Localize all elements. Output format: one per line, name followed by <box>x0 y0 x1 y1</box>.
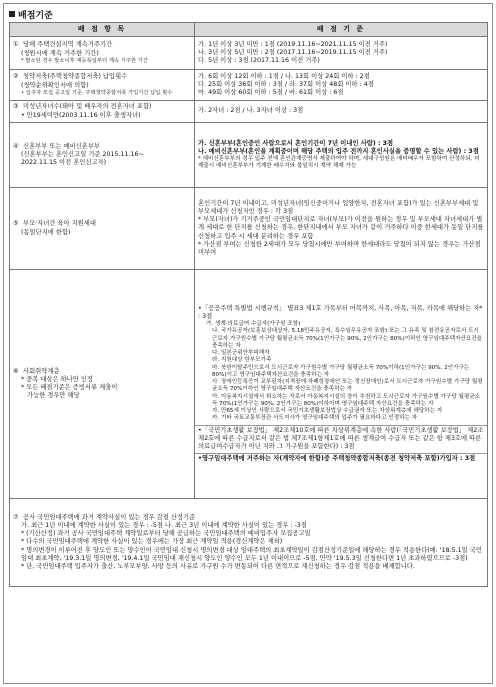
criteria-list-item: 마. 북한이탈주민으로서 도시근로자 가구원수별 가구당 월평균소득 70%이하(1인가구는 90%, 2인가구는 80%)이고 영구임대주택자산요건을 충족하는 자 <box>212 364 470 378</box>
criteria-tail-text: •영구임대주택에 거주하는 자(계약자에 한함)중 주택청약종합저축(종전 청약저축 포함)가입자 : 3점 <box>198 455 476 463</box>
header-criteria: 배 점 기 준 <box>195 23 488 37</box>
criteria-list-item: 사. 장애인등록증이 교부된자(지적장애·자폐성장애인 또는 정신장애인)로서 도시근로자 가구원수별 가구당 월평균소득 70%이하인 영구임대주택 자산요건을 충족하는 자 <box>212 379 483 393</box>
item-line: • 만19세미만(2003.11.16 이후 출생자녀) <box>21 111 141 119</box>
criteria-list-item: 다. 일본군위안부피해자 <box>212 350 270 357</box>
table-row <box>10 123 488 188</box>
criteria-line: * 가산점 부여는 신청한 2세대가 모두 당첨시에만 부여하며 한세대라도 당첨이 되지 않는 경우는 가산점 미부여 <box>198 240 481 256</box>
item-line: (신혼부부는 혼인신고일 기준 2015.11.16~ <box>21 150 144 158</box>
row-criteria <box>195 70 488 101</box>
criteria-line: * 부모(자녀)가 기거주중인 국민임대단지로 자녀(부모)가 이전을 원하는 경우 및 부모세대 자녀세대가 별개 세대로 한 단지를 신청하는 경우, 한단지내에서 부모 자녀가 같이 거주하다 이중 한세대가 동일 단지를 신청하고 입주 시 세대 분리하는 경우 포함 <box>198 216 484 240</box>
item-note: 가능한 경우만 해당 <box>27 392 80 400</box>
criteria-line: * 단, 국민임대주택 입주자가 출산, 노부모부양, 사망 등의 사유로 가구원 수가 변동되어 다른 면적으로 재신청하는 경우 감점 적용을 배제합니다. <box>21 562 415 570</box>
item-line: (동일단지에 한함) <box>21 228 71 236</box>
criteria-line: 가. 최근 1년 이내에 계약한 사실이 있는 경우 : -5점 나. 최근 3년 이내에 계약한 사실이 있는 경우 : -3점 <box>21 522 307 530</box>
item-note: * 중복 대상은 하나만 인정 <box>21 375 93 383</box>
criteria-line: 가. 6회 이상 12회 이하 : 1점 / 나. 13회 이상 24회 이하 : 2점 <box>198 72 370 80</box>
item-note: * 모든 배점기준은 증빙서류 제출이 <box>21 384 118 391</box>
section-title-text: 배점기준 <box>18 11 53 21</box>
criteria-line: 나. 3년 이상 5년 미만 : 2점 (2017.11.16~2019.11.15 이전 거주) <box>198 48 388 56</box>
item-line: 공사 국민임대주택에 과거 계약사실이 있는 경우 감점 산정기준 <box>23 513 196 521</box>
item-note: * 말소된 경우 말소이후 재등록일부터 계속 거주한 기간 <box>21 57 149 64</box>
square-bullet-icon <box>9 11 15 17</box>
scoring-table <box>9 22 488 587</box>
row-item <box>10 37 195 70</box>
row-number: ⑦ <box>13 513 19 521</box>
row-item <box>10 101 195 123</box>
criteria-line: 마. 49회 이상 60회 이하 : 5점 / 바. 61회 이상 : 6점 <box>198 89 344 97</box>
row-number: ② <box>13 73 19 81</box>
criteria-line: 다. 25회 이상 36회 이하 : 3점 / 라. 37회 이상 48회 이하 : 4점 <box>198 80 374 88</box>
item-line: 신혼부부 또는 예비신혼부부 <box>23 142 100 150</box>
criteria-box <box>195 425 487 452</box>
item-line: 당해 주택건설지역 계속거주기간 <box>23 41 113 49</box>
row-item <box>10 188 195 270</box>
table-row <box>10 188 488 270</box>
criteria-line: 나. 예비신혼부부(혼인을 계획중이며 해당 주택의 입주 전까지 혼인사실을 증명할 수 있는 사람) : 3점 <box>198 147 479 155</box>
criteria-sub: 가. 생계·의료급여 수급자(가구원 포함) <box>206 320 301 327</box>
criteria-note: * 예비신혼부부의 경우 입주 전에 혼인관계증명서 제출하여야 하며, 세대구성원은 예비배우자 포함하여 산정하되, 미제출시 예비신혼부부가 기재한 배우자와 불일치시 계약 해제 가능 <box>198 155 480 170</box>
criteria-list <box>198 328 484 422</box>
criteria-list-item: 자. 만65세 이상인 사람으로서 국민기초생활보장법상 수급권자 또는 차상위계층에 해당하는 자 <box>212 408 443 415</box>
item-line: 미성년자녀수(태아 및 배우자의 전혼자녀 포함) <box>23 103 152 111</box>
row-criteria <box>195 37 488 70</box>
criteria-line: 가. 1년 이상 3년 미만 : 1점 (2019.11.16~2021.11.15 이전 거주) <box>198 40 388 48</box>
criteria-tail-box <box>195 453 487 463</box>
row-criteria <box>195 101 488 123</box>
row-number: ⑥ <box>13 367 19 375</box>
criteria-list-item: 나. 국가유공자(보훈보상대상자, 5.18민주유공자, 특수임무유공자 포함) 또는 그 유족 및 참전유공자로서 도시근로자 가구원수별 가구당 월평균소득 70%(1인가구는 90%, 2인가구는 80%)이하인 영구임대주택자산요건을 충족하는 자 <box>212 328 483 349</box>
row-number: ⑤ <box>13 220 19 228</box>
table-row <box>10 37 488 70</box>
row-item <box>10 123 195 188</box>
item-line: 2022.11.15 이전 혼인신고자) <box>21 159 107 167</box>
criteria-line: 가. 2자녀 : 2점 / 나. 3자녀 이상 : 3점 <box>198 107 304 115</box>
criteria-head: •「공공주택 특별법 시행규칙」 별표3 제1호 가목부터 마목까지, 사목, 아목, 자목, 카목에 해당하는 자* : 3점 <box>198 304 483 320</box>
row-item <box>10 70 195 101</box>
table-row <box>10 101 488 123</box>
row-full <box>10 499 488 587</box>
item-line: 부모·자녀간 육아 지원세대 <box>23 220 96 228</box>
item-line: 청약저축(주택청약종합저축) 납입횟수 <box>23 73 128 81</box>
table-row <box>10 499 488 587</box>
item-note: • 입주자 모집 공고일 기준, 주택청약종합저축 가입기간 납입 횟수 <box>21 89 173 96</box>
row-criteria <box>195 270 488 499</box>
criteria-line: * 다수의 국민임대주택에 계약한 사실이 있는 경우에는 가장 최근 계약일 적용(경신계약은 제외) <box>21 538 283 546</box>
table-header-row <box>10 23 488 37</box>
criteria-box-text: •「국민기초생활 보장법」 제2조제10호에 따른 차상위계층에 속한 사람(「국민기초생활 보장법」 제2조제2호에 따른 수급자로서 같은 법 제7조제1항제1호에 따른 생계급여 수급자 또는 같은 항 제3호에 따른 의료급여수급자가 아닌 자와 그 가구원을 포함한다) : 3점 <box>198 426 484 451</box>
row-criteria <box>195 188 488 270</box>
item-line: (청원시에 계속 거주한 기간) <box>21 49 99 57</box>
criteria-line: * (기산산정) 과거 공사 국민임대주택 계약일로부터 당해 공급하는 국민임대주택의 예비입주자 모집공고일 <box>21 530 311 538</box>
criteria-line: 가. 신혼부부(혼인중인 사람으로서 혼인기간이 7년 이내인 사람) : 3점 <box>198 139 394 147</box>
criteria-list-item: 라. 지원대상 한부모가족 <box>212 357 272 364</box>
header-item: 배 점 항 목 <box>10 23 195 37</box>
criteria-list-item: 카. 기타 국토교통부장관 사도지사가 영구임대주택의 입주가 필요하다고 인정하는 자 <box>212 415 418 422</box>
item-line: (청약순위확인서에 의함) <box>21 81 89 89</box>
row-criteria <box>195 123 488 188</box>
item-line: 사회취약계층 <box>23 367 60 375</box>
criteria-list-item: 아. 아동복지시설에서 퇴소하는 자로서 아동복지시설의 장이 추천하고 도시근로자 가구원수별 가구당 월평균소득 70%(1인가구는 90%, 2인가구는 80%)이하이며 영구임대주택 자산요건을 충족하는 자 <box>212 393 481 407</box>
row-number: ④ <box>13 142 19 150</box>
row-number: ① <box>13 41 19 49</box>
row-number: ③ <box>13 103 19 111</box>
criteria-line: 다. 5년 이상 : 3점 (2017.11.16 이전 거주) <box>198 57 320 65</box>
table-row <box>10 270 488 499</box>
table-row <box>10 70 488 101</box>
section-title <box>9 8 53 21</box>
row-item <box>10 270 195 499</box>
criteria-line: * 명의변경이 이루어진 후 양도인 또는 양수인이 국민임대 신청시 명의변경 대상 임대주택의 최초계약일이 감점산정기준일에 해당하는 경우 적용한다(예: '18.5.1일 국민임대 최초계약, '19.3.1일 명의변경, '19.4.1일 국민임대 재신청시 양도인 양수인 모두 1년 이내이므로 -5점, 만약 '19.5.3일 신청한다면 1년 초과하였으므로 -3점) <box>21 546 482 562</box>
criteria-line: 혼인기간이 7년 이내이고, 미성년자녀(임신중이거나 입양한자, 전혼자녀 포함)가 있는 신혼부부세대 및 부모세대가 신청자인 경우 : 각 3점 <box>198 199 479 216</box>
